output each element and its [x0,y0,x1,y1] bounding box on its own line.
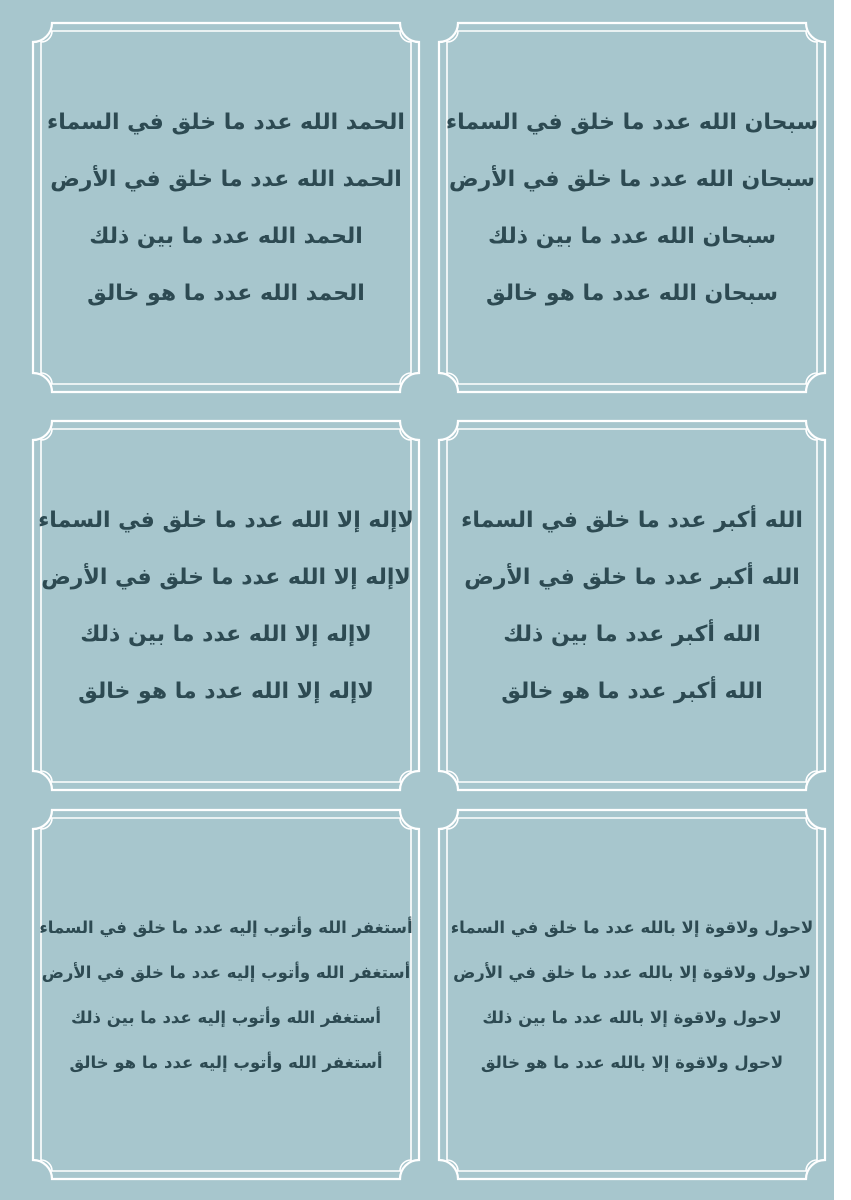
card-line: أستغفر الله وأتوب إليه عدد ما بين ذلك [71,1007,381,1027]
card-line: لاحول ولاقوة إلا بالله عدد ما هو خالق [480,1052,784,1072]
card-alhamdulillah [30,20,422,395]
card-line: الحمد الله عدد ما خلق في الأرض [50,166,402,192]
card-allahu-akbar [436,418,828,793]
card-subhan-allah [436,20,828,395]
card-la-hawla [436,807,828,1182]
card-text [445,20,819,395]
card-text [47,20,405,395]
card-line: لاحول ولاقوة إلا بالله عدد ما بين ذلك [482,1007,782,1027]
card-line: لاحول ولاقوة إلا بالله عدد ما خلق في الأرض [453,962,811,982]
card-line: الله أكبر عدد ما خلق في السماء [461,507,803,533]
card-line: أستغفر الله وأتوب إليه عدد ما هو خالق [69,1052,383,1072]
card-text [450,807,814,1182]
card-line: أستغفر الله وأتوب إليه عدد ما خلق في السماء [39,917,413,937]
card-line: لاإله إلا الله عدد ما هو خالق [78,678,374,704]
card-line: الحمد الله عدد ما بين ذلك [89,223,363,249]
card-line: الله أكبر عدد ما خلق في الأرض [464,564,800,590]
card-line: الحمد الله عدد ما هو خالق [87,280,365,306]
card-line: سبحان الله عدد ما خلق في الأرض [448,166,815,192]
card-line: الله أكبر عدد ما بين ذلك [503,621,761,647]
card-line: لاحول ولاقوة إلا بالله عدد ما خلق في السماء [450,917,814,937]
card-line: سبحان الله عدد ما بين ذلك [488,223,776,249]
card-line: الحمد الله عدد ما خلق في السماء [47,109,405,135]
card-la-ilaha-illallah [30,418,422,793]
card-text [460,418,804,793]
card-line: سبحان الله عدد ما هو خالق [485,280,779,306]
card-line: لاإله إلا الله عدد ما خلق في السماء [38,507,414,533]
card-line: أستغفر الله وأتوب إليه عدد ما خلق في الأرض [41,962,411,982]
card-text [39,807,413,1182]
card-astaghfirullah [30,807,422,1182]
card-line: سبحان الله عدد ما خلق في السماء [445,109,819,135]
card-line: الله أكبر عدد ما هو خالق [501,678,763,704]
card-text [38,418,414,793]
card-line: لاإله إلا الله عدد ما بين ذلك [80,621,372,647]
card-line: لاإله إلا الله عدد ما خلق في الأرض [41,564,411,590]
